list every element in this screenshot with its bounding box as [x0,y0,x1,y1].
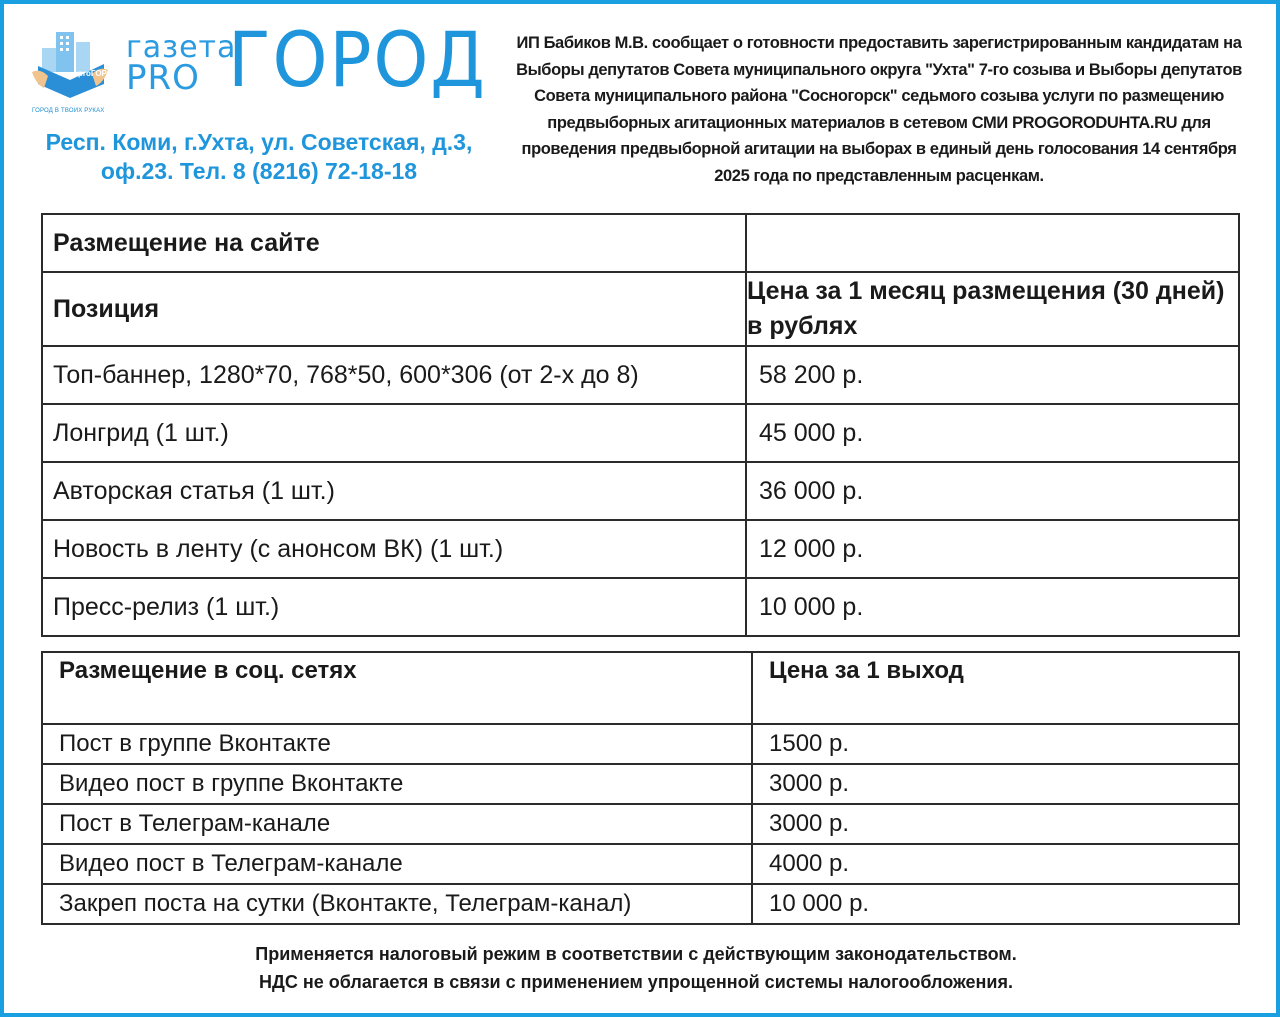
logo-pro: PRO [126,58,200,98]
notice-line: Совета муниципального района "Сосногорск" седьмого созыва услуги по размещению [534,87,1224,105]
column-header-price: Цена за 1 выход [752,652,1239,724]
address-line-1: Респ. Коми, г.Ухта, ул. Советская, д.3, [45,129,473,155]
table-row [42,578,1239,636]
column-header-price: Цена за 1 месяц размещения (30 дней) в рублях [746,272,1239,346]
table-row [42,724,1239,764]
table-row [42,804,1239,844]
row-price: 4000 р. [752,844,1239,884]
row-item: Видео пост в группе Вконтакте [42,764,752,804]
row-item: Пресс-релиз (1 шт.) [42,578,746,636]
table-header-row [42,272,1239,346]
row-item: Видео пост в Телеграм-канале [42,844,752,884]
row-item: Закреп поста на сутки (Вконтакте, Телеграм-канал) [42,884,752,924]
row-price: 3000 р. [752,804,1239,844]
table-row [42,404,1239,462]
table-header-row [42,652,1239,724]
column-header-position: Позиция [42,272,746,346]
row-item: Топ-баннер, 1280*70, 768*50, 600*306 (от 2-х до 8) [42,346,746,404]
logo-gorod: ГОРОД [228,15,487,104]
row-price: 10 000 р. [752,884,1239,924]
social-pricing-table [41,651,1240,925]
notice-line: Выборы депутатов Совета муниципального округа "Ухта" 7-го созыва и Выборы депутатов [516,60,1242,79]
footer-line-2: НДС не облагается в связи с применением упрощенной системы налогообложения. [259,972,1013,992]
notice-line: ИП Бабиков М.В. сообщает о готовности предоставить зарегистрированным кандидатам на [516,34,1242,52]
row-item: Пост в Телеграм-канале [42,804,752,844]
contact-address [30,128,488,186]
notice-line: проведения предвыборной агитации на выборах в единый день голосования 14 сентября [521,140,1237,158]
logo-caption: ГОРОД В ТВОИХ РУКАХ [32,108,105,114]
table-title: Размещение на сайте [42,214,746,272]
table-row [42,520,1239,578]
row-price: 45 000 р. [746,404,1239,462]
row-price: 10 000 р. [746,578,1239,636]
table-title-row [42,214,1239,272]
table-row [42,764,1239,804]
notice-text [506,30,1252,189]
address-line-2: оф.23. Тел. 8 (8216) 72-18-18 [100,158,418,184]
row-price: 36 000 р. [746,462,1239,520]
footer-line-1: Применяется налоговый режим в соответствии с действующим законодательством. [255,944,1017,964]
footer-note [0,940,1272,996]
table-row [42,844,1239,884]
row-price: 3000 р. [752,764,1239,804]
logo-gazeta: газета [126,30,237,65]
table-row [42,884,1239,924]
row-item: Лонгрид (1 шт.) [42,404,746,462]
empty-cell [746,214,1239,272]
site-pricing-table [41,213,1240,637]
row-price: 58 200 р. [746,346,1239,404]
row-price: 12 000 р. [746,520,1239,578]
logo [30,15,487,114]
logo-mark-text: proГОРОД [78,69,119,78]
table-row [42,346,1239,404]
notice-line: предвыборных агитационных материалов в сетевом СМИ PROGORODUHTA.RU для [547,113,1211,132]
row-item: Новость в ленту (с анонсом ВК) (1 шт.) [42,520,746,578]
notice-line: 2025 года по представленным расценкам. [714,166,1044,185]
row-item: Авторская статья (1 шт.) [42,462,746,520]
row-item: Пост в группе Вконтакте [42,724,752,764]
column-header-social: Размещение в соц. сетях [42,652,752,724]
city-in-hands-icon [30,28,119,100]
row-price: 1500 р. [752,724,1239,764]
table-row [42,462,1239,520]
